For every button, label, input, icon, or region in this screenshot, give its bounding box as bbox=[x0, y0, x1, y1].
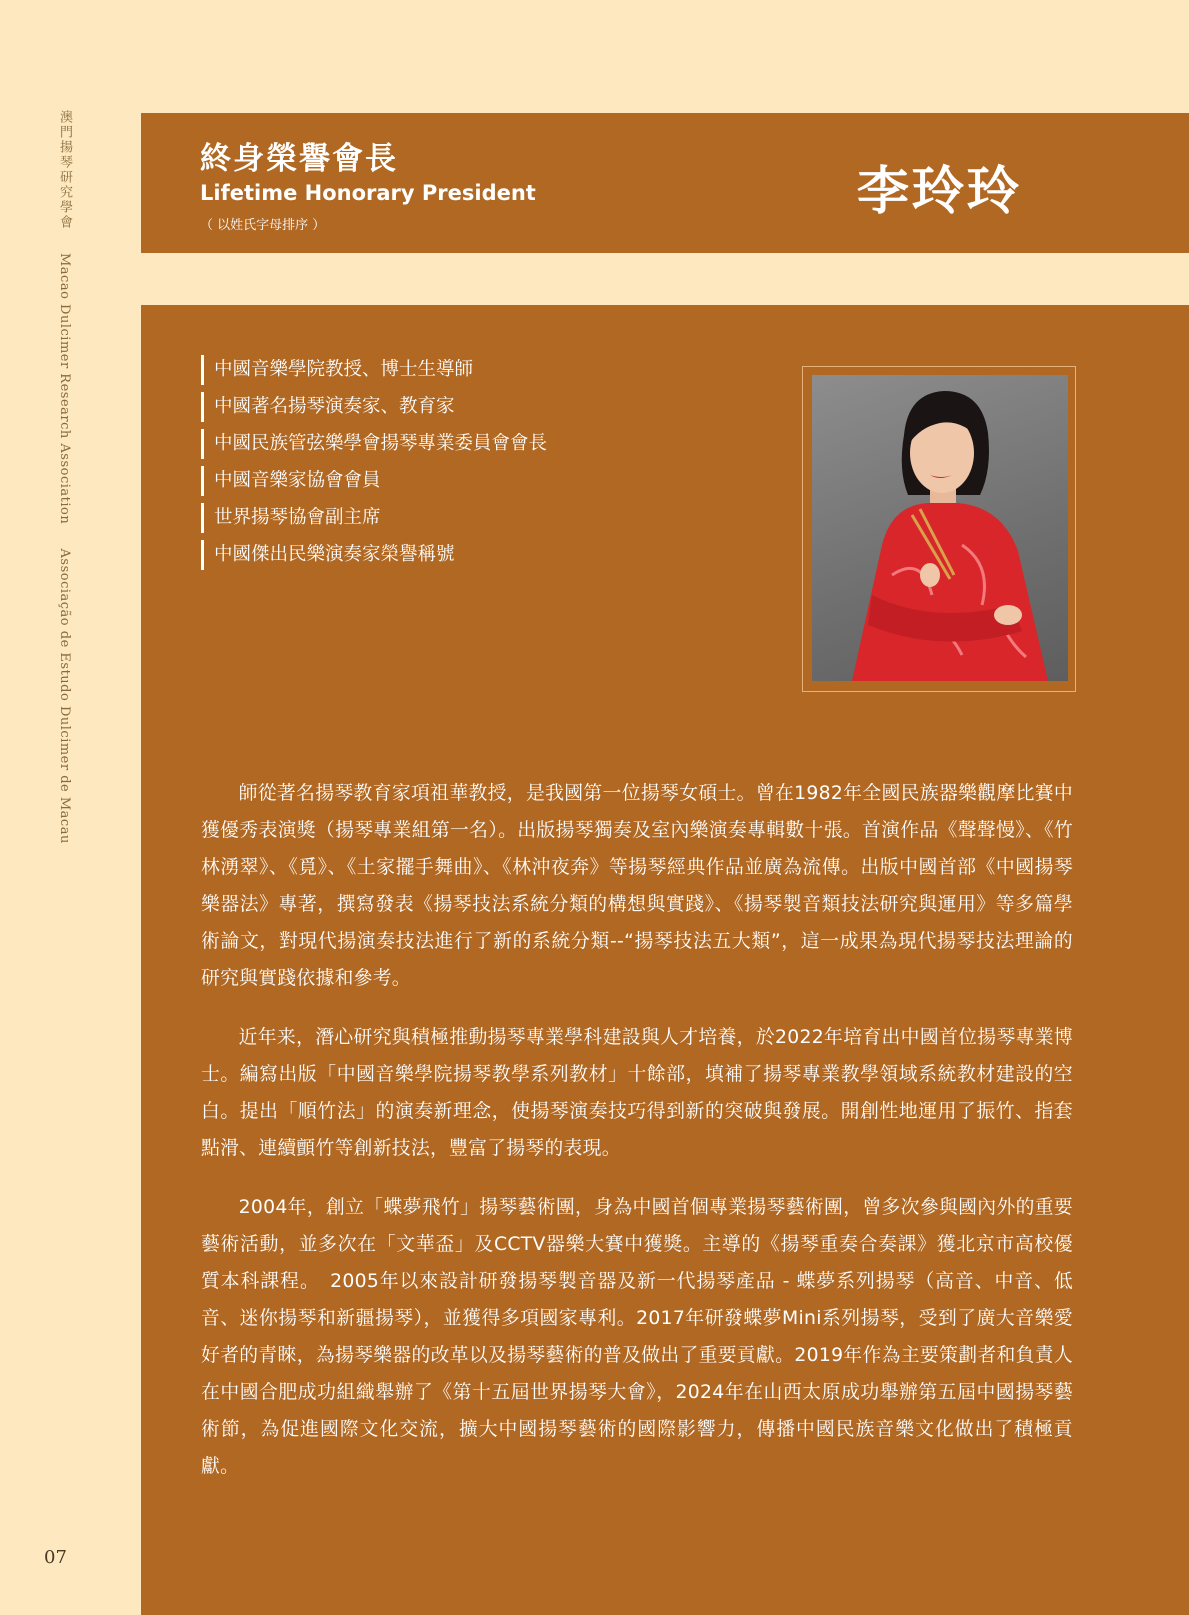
portrait-photo bbox=[812, 375, 1068, 681]
title-item: 中國民族管弦樂學會揚琴專業委員會會長 bbox=[201, 429, 547, 459]
spine-text bbox=[38, 110, 74, 844]
title-item: 世界揚琴協會副主席 bbox=[201, 503, 547, 533]
spine-org-cn: 澳門揚琴研究學會 bbox=[57, 110, 72, 230]
page-number: 07 bbox=[44, 1547, 67, 1568]
bio-paragraph: 師從著名揚琴教育家項祖華教授，是我國第一位揚琴女碩士。曾在1982年全國民族器樂觀摩比賽中獲優秀表演獎（揚琴專業組第一名）。出版揚琴獨奏及室內樂演奏專輯數十張。首演作品《聲聲慢》、《竹林湧翠》、《覓》、《土家擺手舞曲》、《林沖夜奔》等揚琴經典作品並廣為流傳。出版中國首部《中國揚琴樂器法》專著，撰寫發表《揚琴技法系統分類的構想與實踐》、《揚琴製音類技法研究與運用》等多篇學術論文，對現代揚演奏技法進行了新的系統分類--“揚琴技法五大類”，這一成果為現代揚琴技法理論的研究與實踐依據和參考。 bbox=[201, 783, 1073, 989]
spine-org-pt: Associação de Estudo Dulcimer de Macau bbox=[57, 548, 72, 844]
header-band bbox=[141, 113, 1189, 253]
bio-paragraph: 近年来，潛心研究與積極推動揚琴專業學科建設與人才培養，於2022年培育出中國首位揚琴專業博士。編寫出版「中國音樂學院揚琴教學系列教材」十餘部，填補了揚琴專業教學領域系統教材建設的空白。提出「順竹法」的演奏新理念，使揚琴演奏技巧得到新的突破與發展。開創性地運用了振竹、指套點滑、連續顫竹等創新技法，豐富了揚琴的表現。 bbox=[201, 1027, 1073, 1159]
portrait-illustration bbox=[812, 375, 1068, 681]
biography bbox=[201, 775, 1073, 1507]
portrait-frame bbox=[802, 366, 1076, 692]
bio-paragraph: 2004年，創立「蝶夢飛竹」揚琴藝術團，身為中國首個專業揚琴藝術團，曾多次參與國內外的重要藝術活動，並多次在「文華盃」及CCTV器樂大賽中獲獎。主導的《揚琴重奏合奏課》獲北京市高校優質本科課程。 2005年以來設計研發揚琴製音器及新一代揚琴產品 - 蝶夢系列揚琴（高音、中音、低音、迷你揚琴和新疆揚琴），並獲得多項國家專利。2017年研發蝶夢Mini系列揚琴，受到了廣大音樂愛好者的青睞，為揚琴樂器的改革以及揚琴藝術的普及做出了重要貢獻。2019年作為主要策劃者和負責人在中國合肥成功組織舉辦了《第十五屆世界揚琴大會》，2024年在山西太原成功舉辦第五屆中國揚琴藝術節，為促進國際文化交流，擴大中國揚琴藝術的國際影響力，傳播中國民族音樂文化做出了積極貢獻。 bbox=[201, 1197, 1073, 1477]
title-item: 中國音樂家協會會員 bbox=[201, 466, 547, 496]
page-title-cn: 終身榮譽會長 bbox=[200, 141, 398, 177]
title-item: 中國著名揚琴演奏家、教育家 bbox=[201, 392, 547, 422]
title-list bbox=[201, 355, 547, 570]
title-item: 中國傑出民樂演奏家榮譽稱號 bbox=[201, 540, 547, 570]
sort-note: （ 以姓氏字母排序 ） bbox=[200, 218, 326, 233]
page-title-en: Lifetime Honorary President bbox=[200, 181, 536, 205]
content-panel bbox=[141, 305, 1189, 1615]
person-name: 李玲玲 bbox=[857, 162, 1023, 222]
spine-org-en: Macao Dulcimer Research Association bbox=[57, 252, 72, 524]
title-item: 中國音樂學院教授、博士生導師 bbox=[201, 355, 547, 385]
